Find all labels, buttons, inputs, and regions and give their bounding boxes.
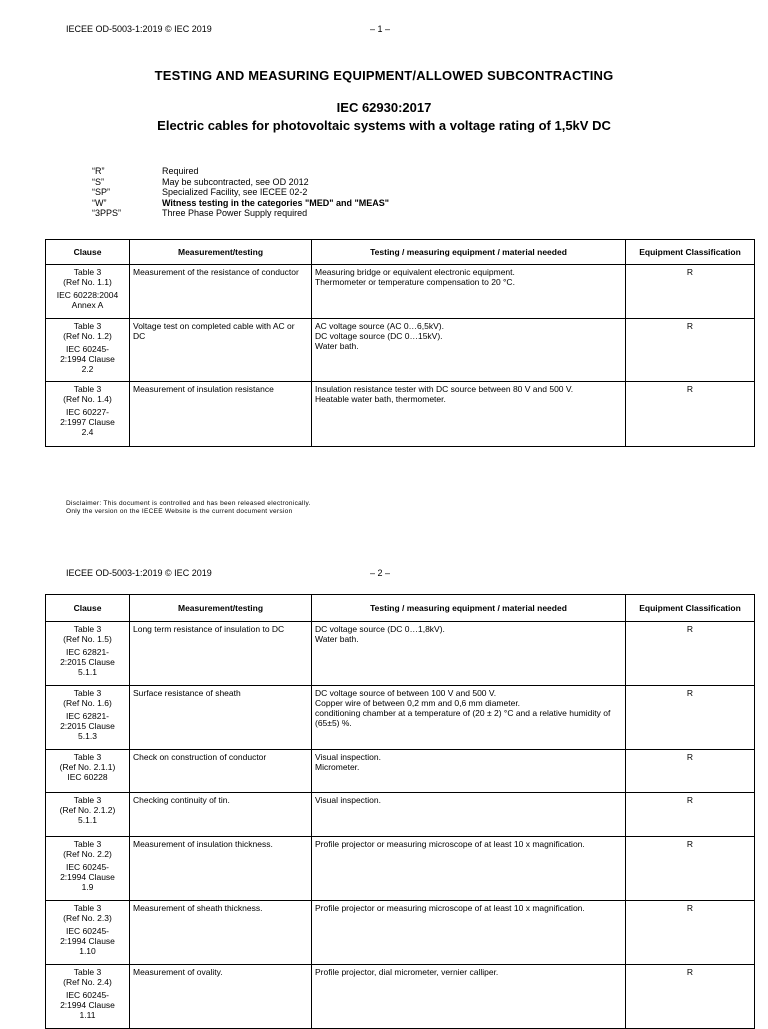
table-row [46, 837, 755, 901]
equipment-cell [312, 319, 626, 382]
equipment-line: Heatable water bath, thermometer. [315, 394, 446, 404]
equipment-line: Water bath. [315, 634, 359, 644]
measurement-cell: Checking continuity of tin. [130, 793, 312, 837]
clause-cell [46, 750, 130, 793]
clause-standard: IEC 62821- [66, 711, 109, 721]
measurement-cell: Measurement of insulation resistance [130, 382, 312, 447]
clause-table: Table 3 [73, 267, 102, 277]
document-reference: IECEE OD-5003-1:2019 © IEC 2019 [66, 568, 212, 578]
measurement-cell: Voltage test on completed cable with AC or DC [130, 319, 312, 382]
legend-item [92, 208, 389, 219]
clause-ref: (Ref No. 1.1) [63, 277, 112, 287]
clause-ref: (Ref No. 2.1.1) [59, 762, 116, 772]
clause-standard: IEC 60228:2004 [56, 290, 119, 300]
header-clause: Clause [46, 595, 130, 622]
disclaimer [66, 500, 311, 516]
page-number: – 1 – [370, 24, 391, 34]
equipment-cell [312, 622, 626, 686]
legend-code: “3PPS” [92, 208, 122, 219]
equipment-line: Visual inspection. [315, 795, 381, 805]
clause-standard: IEC 60245- [66, 926, 109, 936]
table-row [46, 265, 755, 319]
equipment-line: Profile projector, dial micrometer, vernier calliper. [315, 967, 499, 977]
classification-legend [92, 166, 389, 219]
equipment-line: DC voltage source (DC 0…15kV). [315, 331, 443, 341]
measurement-cell: Long term resistance of insulation to DC [130, 622, 312, 686]
equipment-cell [312, 965, 626, 1029]
equipment-line: DC voltage source (DC 0…1,8kV). [315, 624, 445, 634]
clause-ref: (Ref No. 2.3) [63, 913, 112, 923]
equipment-line: Thermometer or temperature compensation to 20 °C. [315, 277, 515, 287]
header-classification: Equipment Classification [626, 240, 755, 265]
table-row [46, 319, 755, 382]
clause-cell [46, 319, 130, 382]
legend-description: Three Phase Power Supply required [162, 208, 308, 219]
clause-cell [46, 622, 130, 686]
disclaimer-line: Only the version on the IECEE Website is the current document version [66, 508, 293, 515]
header-measurement: Measurement/testing [130, 595, 312, 622]
legend-item [92, 187, 389, 198]
table-row [46, 686, 755, 750]
equipment-cell [312, 750, 626, 793]
legend-description: Witness testing in the categories "MED" and "MEAS" [162, 197, 390, 208]
equipment-line: Copper wire of between 0,2 mm and 0,6 mm diameter. [315, 698, 521, 708]
clause-cell [46, 837, 130, 901]
table-header-row [46, 595, 755, 622]
equipment-cell [312, 265, 626, 319]
equipment-table-page-2 [45, 594, 755, 1029]
clause-section: 2:1997 Clause [60, 417, 115, 427]
header-clause: Clause [46, 240, 130, 265]
measurement-cell: Measurement of the resistance of conductor [130, 265, 312, 319]
equipment-line: Measuring bridge or equivalent electronic equipment. [315, 267, 515, 277]
legend-code: “W” [92, 197, 107, 208]
measurement-cell: Check on construction of conductor [130, 750, 312, 793]
measurement-cell: Measurement of ovality. [130, 965, 312, 1029]
legend-code: “SP” [92, 187, 110, 198]
clause-table: Table 3 [73, 839, 102, 849]
clause-section: 2:2015 Clause [60, 721, 115, 731]
legend-description: Required [162, 166, 199, 176]
classification-cell: R [626, 686, 755, 750]
clause-section: Annex A [71, 300, 104, 310]
table-row [46, 965, 755, 1029]
table-row [46, 750, 755, 793]
equipment-cell [312, 901, 626, 965]
clause-cell [46, 382, 130, 447]
clause-table: Table 3 [73, 384, 102, 394]
equipment-cell [312, 793, 626, 837]
clause-table: Table 3 [73, 321, 102, 331]
legend-item [92, 198, 389, 209]
standard-subtitle: Electric cables for photovoltaic systems with a voltage rating of 1,5kV DC [157, 118, 611, 133]
table-row [46, 622, 755, 686]
clause-ref: (Ref No. 1.6) [63, 698, 112, 708]
classification-cell: R [626, 901, 755, 965]
equipment-table-page-1 [45, 239, 755, 447]
clause-standard: IEC 62821- [66, 647, 109, 657]
classification-cell: R [626, 622, 755, 686]
clause-ref: (Ref No. 1.2) [63, 331, 112, 341]
equipment-cell [312, 837, 626, 901]
classification-cell: R [626, 265, 755, 319]
classification-cell: R [626, 319, 755, 382]
clause-standard: IEC 60245- [66, 344, 109, 354]
clause-section: 1.11 [79, 1010, 96, 1020]
legend-code: “R” [92, 166, 105, 176]
clause-standard: IEC 60245- [66, 862, 109, 872]
header-equipment: Testing / measuring equipment / material needed [312, 595, 626, 622]
clause-section: 5.1.1 [78, 667, 97, 677]
clause-ref: (Ref No. 1.5) [63, 634, 112, 644]
clause-table: Table 3 [73, 795, 102, 805]
equipment-line: DC voltage source of between 100 V and 500 V. [315, 688, 497, 698]
clause-section: 2:1994 Clause [60, 1000, 115, 1010]
classification-cell: R [626, 837, 755, 901]
equipment-line: conditioning chamber at a temperature of (20 ± 2) °C and a relative humidity of (65±5) %. [315, 708, 611, 728]
clause-section: 1.9 [81, 882, 94, 892]
clause-standard: IEC 60228 [67, 772, 108, 782]
table-header-row [46, 240, 755, 265]
legend-code: “S” [92, 176, 104, 187]
equipment-line: AC voltage source (AC 0…6,5kV). [315, 321, 444, 331]
equipment-line: Profile projector or measuring microscope of at least 10 x magnification. [315, 903, 585, 913]
equipment-line: Profile projector or measuring microscope of at least 10 x magnification. [315, 839, 585, 849]
measurement-cell: Measurement of insulation thickness. [130, 837, 312, 901]
clause-table: Table 3 [73, 903, 102, 913]
clause-section: 2:1994 Clause [60, 354, 115, 364]
clause-ref: (Ref No. 1.4) [63, 394, 112, 404]
clause-cell [46, 686, 130, 750]
disclaimer-line: Disclaimer: This document is controlled and has been released electronically. [66, 500, 311, 507]
legend-item [92, 177, 389, 188]
equipment-line: Micrometer. [315, 762, 360, 772]
clause-cell [46, 265, 130, 319]
measurement-cell: Measurement of sheath thickness. [130, 901, 312, 965]
legend-description: May be subcontracted, see OD 2012 [162, 176, 309, 187]
clause-section: 2:1994 Clause [60, 872, 115, 882]
clause-section: 2.4 [81, 427, 94, 437]
legend-item [92, 166, 389, 177]
document-title: TESTING AND MEASURING EQUIPMENT/ALLOWED SUBCONTRACTING [154, 68, 614, 83]
classification-cell: R [626, 382, 755, 447]
measurement-cell: Surface resistance of sheath [130, 686, 312, 750]
clause-table: Table 3 [73, 752, 102, 762]
table-row [46, 382, 755, 447]
header-measurement: Measurement/testing [130, 240, 312, 265]
page-number: – 2 – [370, 568, 391, 578]
standard-number: IEC 62930:2017 [336, 100, 432, 115]
classification-cell: R [626, 750, 755, 793]
equipment-line: Water bath. [315, 341, 359, 351]
header-equipment: Testing / measuring equipment / material needed [312, 240, 626, 265]
legend-description: Specialized Facility, see IECEE 02-2 [162, 187, 308, 198]
clause-section: 2:2015 Clause [60, 657, 115, 667]
clause-section: 5.1.1 [78, 815, 97, 825]
clause-cell [46, 965, 130, 1029]
equipment-cell [312, 382, 626, 447]
clause-ref: (Ref No. 2.1.2) [59, 805, 116, 815]
clause-cell [46, 901, 130, 965]
classification-cell: R [626, 965, 755, 1029]
clause-section: 1.10 [79, 946, 96, 956]
document-reference: IECEE OD-5003-1:2019 © IEC 2019 [66, 24, 212, 34]
clause-table: Table 3 [73, 624, 102, 634]
clause-standard: IEC 60245- [66, 990, 109, 1000]
clause-section: 2.2 [81, 364, 94, 374]
table-row [46, 901, 755, 965]
equipment-line: Visual inspection. [315, 752, 381, 762]
clause-cell [46, 793, 130, 837]
document-page-2 [0, 560, 768, 1024]
table-row [46, 793, 755, 837]
clause-ref: (Ref No. 2.4) [63, 977, 112, 987]
clause-section: 2:1994 Clause [60, 936, 115, 946]
clause-ref: (Ref No. 2.2) [63, 849, 112, 859]
header-classification: Equipment Classification [626, 595, 755, 622]
clause-table: Table 3 [73, 688, 102, 698]
classification-cell: R [626, 793, 755, 837]
clause-table: Table 3 [73, 967, 102, 977]
equipment-line: Insulation resistance tester with DC source between 80 V and 500 V. [315, 384, 574, 394]
clause-section: 5.1.3 [78, 731, 97, 741]
equipment-cell [312, 686, 626, 750]
clause-standard: IEC 60227- [66, 407, 109, 417]
